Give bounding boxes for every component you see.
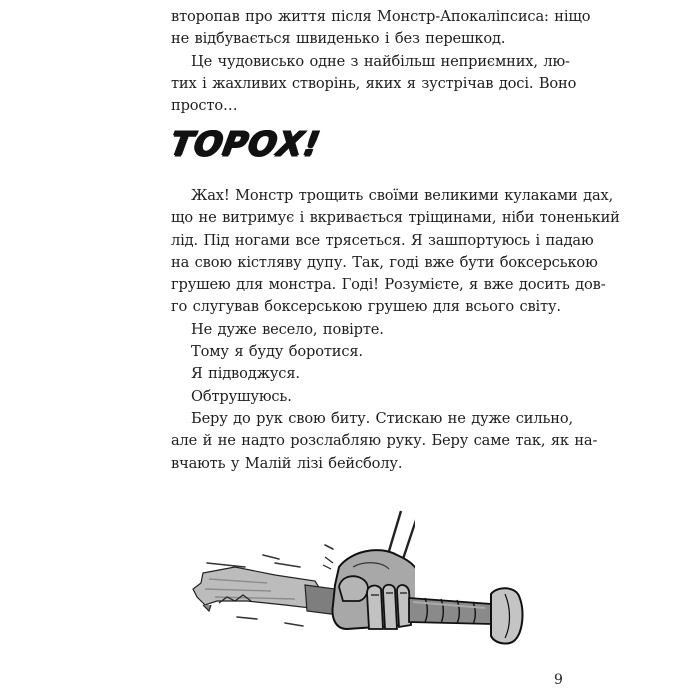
text-line: Обтрушуюсь. [191, 387, 292, 405]
text-line: не відбувається швиденько і без перешкод. [171, 30, 506, 48]
paragraph [171, 363, 563, 385]
body-text-block [171, 185, 620, 475]
text-line: Беру до рук свою биту. Стискаю не дуже сильно, [191, 409, 573, 427]
paragraph [171, 51, 577, 118]
text-line: Я підводжуся. [191, 365, 300, 383]
top-text-block [171, 6, 591, 117]
text-line: вчають у Малій лізі бейсболу. [171, 454, 403, 472]
hand-gripping-baseball-bat-icon [175, 505, 415, 655]
text-line: грушею для монстра. Годі! Розумієте, я вже досить дов- [171, 276, 606, 294]
paragraph [171, 6, 591, 51]
text-line: що не витримує і вкривається тріщинами, ніби тоненький [171, 209, 620, 227]
text-line: Жах! Монстр трощить своїми великими кулаками дах, [191, 187, 614, 204]
text-line: втoропав про життя після Монстр-Апокаліпсиса: ніщо [171, 8, 591, 25]
text-line: Це чудовисько одне з найбільш неприємних, лю- [191, 52, 570, 70]
paragraph [171, 185, 620, 319]
paragraph [171, 408, 598, 475]
chapter-heading-sound-effect: ТОРОХ! [167, 123, 324, 164]
paragraph [171, 341, 563, 363]
text-line: Не дуже весело, повірте. [191, 320, 384, 338]
paragraph [171, 386, 563, 408]
bat-handle-knob-icon [405, 580, 535, 650]
text-line: лід. Під ногами все трясеться. Я зашпортуюсь і падаю [171, 231, 594, 249]
text-line: Тому я буду боротися. [191, 343, 363, 361]
text-line: але й не надто розслабляю руку. Беру саме так, як на- [171, 432, 598, 450]
text-line: тих і жахливих створінь, яких я зустрічав досі. Воно [171, 74, 577, 92]
paragraph [171, 319, 563, 341]
text-line: го слугував боксерською грушею для всього світу. [171, 298, 561, 316]
text-line: на свою кістляву дупу. Так, годі вже бути боксерською [171, 253, 598, 271]
page-number: 9 [554, 672, 563, 688]
text-line: просто… [171, 97, 238, 115]
